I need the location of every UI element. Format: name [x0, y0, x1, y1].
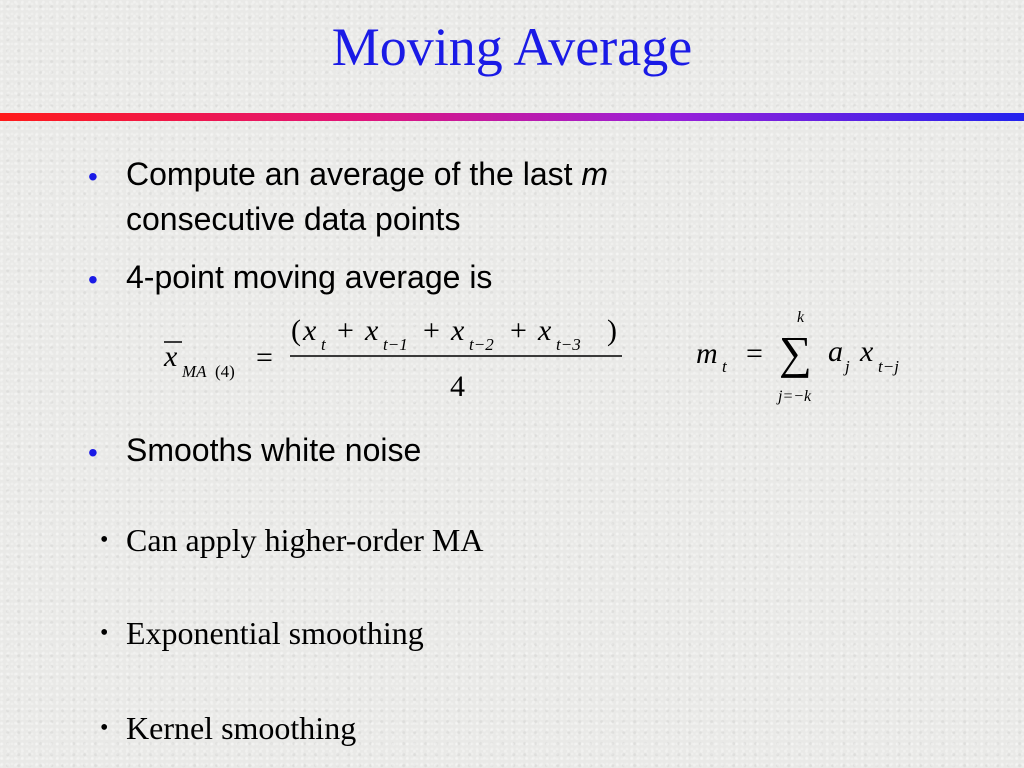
kernel-coef-sub: j [845, 357, 850, 376]
ma-equals: = [256, 341, 273, 374]
bullet-dot: • [88, 161, 98, 192]
bullet-kernel-smoothing [100, 708, 1000, 748]
ma-sub-0: t [321, 335, 326, 354]
ma-open-paren: ( [291, 314, 301, 347]
bullet-text: Can apply higher-order MA [126, 522, 484, 558]
kernel-coef: a [828, 335, 843, 368]
ma-close-paren: ) [607, 314, 617, 347]
bullet-text: Smooths white noise [126, 432, 422, 468]
sum-icon: ∑ [779, 327, 812, 378]
bullet-text: Exponential smoothing [126, 615, 424, 651]
bullet-higher-order-ma [100, 520, 1000, 560]
ma-lhs-var: x [164, 340, 178, 373]
ma-lhs-sub: MA [182, 362, 207, 381]
ma-plus-2: + [510, 314, 527, 347]
ma-lhs-sub-paren: (4) [215, 362, 235, 381]
bullet-dot: • [100, 715, 109, 741]
slide-title: Moving Average [331, 17, 693, 77]
bullet-text: Kernel smoothing [126, 710, 357, 746]
bullet-text [126, 152, 988, 242]
kernel-formula [690, 300, 940, 410]
bullet-text: 4-point moving average is [126, 259, 493, 295]
bullet-variable-m: m [581, 156, 609, 192]
bullet-text-pre: Compute an average of the last [126, 156, 582, 192]
ma-plus-1: + [423, 314, 440, 347]
bullet-smooths-noise [88, 428, 988, 473]
ma-plus-0: + [337, 314, 354, 347]
bullet-dot: • [88, 437, 98, 468]
bullet-compute-average [88, 152, 988, 242]
bullet-dot: • [100, 620, 109, 646]
kernel-var: x [860, 335, 874, 368]
bullet-dot: • [100, 527, 109, 553]
sum-lower-limit: j=−k [778, 388, 812, 405]
kernel-var-sub: t−j [878, 357, 899, 376]
ma4-formula [160, 300, 630, 410]
ma-sub-2: t−2 [469, 335, 494, 354]
ma-term-x-2: x [451, 314, 465, 347]
kernel-lhs-sub: t [722, 357, 727, 376]
ma-denominator: 4 [450, 370, 465, 403]
bullet-text-post: consecutive data points [126, 201, 461, 237]
ma-term-x-3: x [538, 314, 552, 347]
bullet-dot: • [88, 264, 98, 295]
sum-upper-limit: k [797, 309, 805, 326]
bullet-exponential-smoothing [100, 613, 1000, 653]
kernel-lhs-var: m [696, 337, 718, 370]
bullet-4-point-ma [88, 255, 988, 300]
ma-sub-1: t−1 [383, 335, 408, 354]
kernel-equals: = [746, 337, 763, 370]
ma-sub-3: t−3 [556, 335, 581, 354]
ma-term-x-0: x [303, 314, 317, 347]
title-divider [0, 113, 1024, 121]
ma-term-x-1: x [365, 314, 379, 347]
